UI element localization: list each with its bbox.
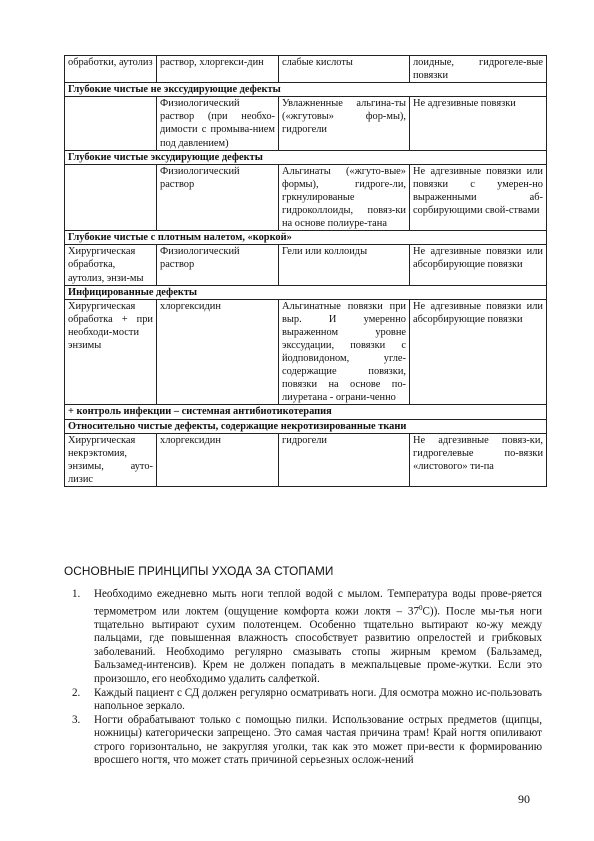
table-cell: хлоргексидин xyxy=(157,299,279,405)
list-item-text: Необходимо ежедневно мыть ноги теплой водой с мылом. Температура воды прове-ряется термометром или локтем (ощущение комфорта кожи локтя – 37 xyxy=(94,588,542,618)
table-section-header-row xyxy=(65,231,547,245)
section-title: Глубокие чистые с плотным налетом, «коркой» xyxy=(65,231,547,245)
list-item xyxy=(72,588,542,687)
table-cell: Физиологический раствор xyxy=(157,245,279,285)
table-row xyxy=(65,433,547,486)
wound-dressing-table xyxy=(64,55,547,487)
list-item-text-continued: С)). После мы-тья ноги тщательно вытирают сухим полотенцем. Особенно тщательно вытирают ко-жу между пальцами, где повышенная влажность способствует развитию опрелостей и грибковых заболеваний. Необходимо регулярно смазывать стопы жирным кремом (Бальзамед, Бальзамед-интенсив). Крем не должен попадать в межпальцевые проме-жутки. Если это произошло, его необходимо удалить салфеткой. xyxy=(94,605,543,685)
table-cell: Хирургическая некрэктомия, энзимы, ауто-лизис xyxy=(65,433,157,486)
list-item-text: Каждый пациент с СД должен регулярно осматривать ноги. Для осмотра можно ис-пользовать напольное зеркало. xyxy=(94,686,542,713)
table-row xyxy=(65,97,547,150)
section-title: Глубокие чистые эксудирующие дефекты xyxy=(65,150,547,164)
care-principles-list xyxy=(72,588,542,768)
table-cell: Альгинатные повязки при выр. И умеренно выраженном уровне экссудации, повязки с йодповидоном, угле-содержащие повязки, повязки на основе по-лиуретана - ограни-ченно xyxy=(279,299,410,405)
table-cell: раствор, хлоргекси-дин xyxy=(157,56,279,83)
table-cell xyxy=(65,97,157,150)
section-heading: ОСНОВНЫЕ ПРИНЦИПЫ УХОДА ЗА СТОПАМИ xyxy=(64,564,334,578)
page-number: 90 xyxy=(518,792,530,806)
section-title: + контроль инфекции – системная антибиотикотерапия xyxy=(65,405,547,419)
table-cell: Не адгезивные повязки или абсорбирующие повязки xyxy=(410,299,547,405)
table-cell: Хирургическая обработка, аутолиз, энзи-мы xyxy=(65,245,157,285)
list-item-number: 1. xyxy=(72,588,81,600)
table-cell: Физиологический раствор xyxy=(157,164,279,230)
table-cell: Не адгезивные повязки или повязки с умерен-но выраженными аб-сорбирующими свой-ствами xyxy=(410,164,547,230)
table-cell: Не адгезивные повяз-ки, гидрогелевые по-вязки «листового» ти-па xyxy=(410,433,547,486)
table-row xyxy=(65,245,547,285)
list-item xyxy=(72,687,542,714)
table-row xyxy=(65,56,547,83)
table-section-header-row xyxy=(65,150,547,164)
table-cell: обработки, аутолиз xyxy=(65,56,157,83)
table-cell xyxy=(65,164,157,230)
superscript: 0 xyxy=(419,603,423,612)
table-cell: хлоргексидин xyxy=(157,433,279,486)
list-item-number: 2. xyxy=(72,686,81,699)
list-item-number: 3. xyxy=(72,713,81,726)
table-cell: слабые кислоты xyxy=(279,56,410,83)
table-row xyxy=(65,299,547,405)
table-cell: Альгинаты («жгуто-вые» формы), гидроге-ли, гркнулированые гидроколлоиды, повяз-ки на основе полиуре-тана xyxy=(279,164,410,230)
table-section-header-row xyxy=(65,405,547,419)
section-title: Инфицированные дефекты xyxy=(65,285,547,299)
list-item-text: Ногти обрабатывают только с помощью пилки. Использование острых предметов (щипцы, ножницы) категорически запрещено. Это самая частая причина трам! Край ногтя опиливают строго горизонтально, не закругляя уголки, так как это может при-вести к формированию вросшего ногтя, что может стать причиной серьезных ослож-нений xyxy=(94,713,542,767)
table-cell: Хирургическая обработка + при необходи-мости энзимы xyxy=(65,299,157,405)
table-section-header-row xyxy=(65,419,547,433)
table-section-header-row xyxy=(65,285,547,299)
table-row xyxy=(65,164,547,230)
list-item xyxy=(72,714,542,768)
table-cell: Физиологический раствор (при необхо-димости с промыва-нием под давлением) xyxy=(157,97,279,150)
table-cell: Не адгезивные повязки или абсорбирующие повязки xyxy=(410,245,547,285)
section-title: Относительно чистые дефекты, содержащие некротизированные ткани xyxy=(65,419,547,433)
table-cell: гидрогели xyxy=(279,433,410,486)
table-cell: Увлажненные альгина-ты («жгутовы» фор-мы), гидрогели xyxy=(279,97,410,150)
table-section-header-row xyxy=(65,83,547,97)
table-cell: Не адгезивные повязки xyxy=(410,97,547,150)
table-cell: лоидные, гидрогеле-вые повязки xyxy=(410,56,547,83)
table-cell: Гели или коллоиды xyxy=(279,245,410,285)
section-title: Глубокие чистые не экссудирующие дефекты xyxy=(65,83,547,97)
